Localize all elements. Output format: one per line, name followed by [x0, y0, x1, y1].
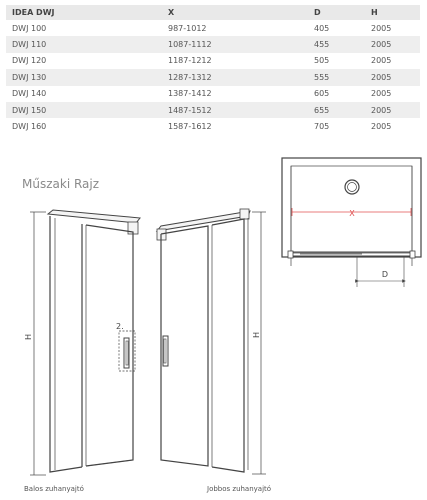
- cell-model: DWJ 160: [12, 122, 47, 132]
- cell-model: DWJ 120: [12, 56, 47, 66]
- plan-x-label: X: [349, 209, 355, 218]
- cell-h: 2005: [365, 102, 420, 118]
- cell-x: 1387-1412: [168, 89, 212, 99]
- cell-d: 405: [314, 23, 330, 33]
- cell-d: 605: [314, 89, 330, 99]
- cell-x: 1487-1512: [162, 102, 308, 118]
- caption-right-door: Jobbos zuhanyajtó: [207, 485, 272, 493]
- left-door-drawing: [48, 210, 140, 472]
- header-d: D: [308, 5, 365, 20]
- cell-x: 1587-1612: [168, 122, 212, 132]
- cell-d: 655: [308, 102, 365, 118]
- right-height-dimension: [252, 212, 266, 474]
- cell-model: DWJ 130: [6, 69, 162, 85]
- caption-left-door: Balos zuhanyajtó: [24, 485, 84, 493]
- cell-h: 2005: [371, 122, 392, 132]
- header-x: X: [162, 5, 308, 20]
- drawing-title: Műszaki Rajz: [22, 177, 100, 191]
- right-h-label: H: [252, 331, 261, 339]
- header-h: H: [365, 5, 420, 20]
- cell-d: 555: [308, 69, 365, 85]
- cell-x: 1187-1212: [168, 56, 212, 66]
- detail-2-label: 2.: [116, 322, 124, 331]
- plan-view-drawing: [282, 158, 421, 287]
- right-door-drawing: [157, 209, 250, 472]
- cell-d: 455: [308, 36, 365, 52]
- cell-d: 705: [314, 122, 330, 132]
- cell-model: DWJ 110: [6, 36, 162, 52]
- cell-h: 2005: [371, 56, 392, 66]
- cell-h: 2005: [365, 36, 420, 52]
- cell-x: 1087-1112: [162, 36, 308, 52]
- left-height-dimension: [30, 212, 46, 475]
- cell-x: 1287-1312: [162, 69, 308, 85]
- cell-d: 505: [314, 56, 330, 66]
- cell-model: DWJ 150: [6, 102, 162, 118]
- cell-h: 2005: [365, 69, 420, 85]
- header-model: IDEA DWJ: [6, 5, 162, 20]
- cell-h: 2005: [371, 23, 392, 33]
- plan-d-label: D: [381, 270, 389, 279]
- cell-x: 987-1012: [168, 23, 207, 33]
- cell-h: 2005: [371, 89, 392, 99]
- left-h-label: H: [24, 333, 33, 341]
- cell-model: DWJ 140: [12, 89, 47, 99]
- cell-model: DWJ 100: [12, 23, 47, 33]
